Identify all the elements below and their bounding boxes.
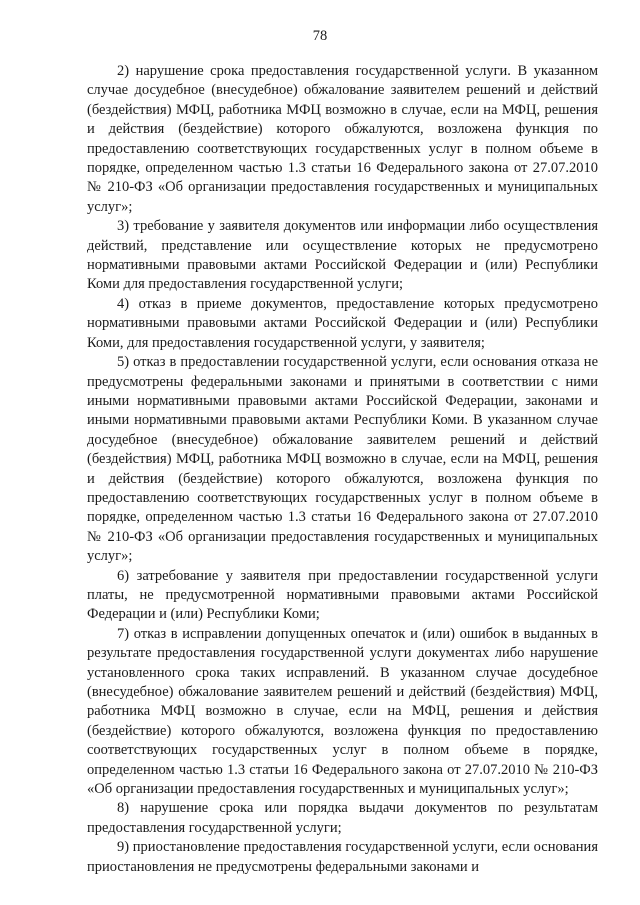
paragraph-item-5: 5) отказ в предоставлении государственной услуги, если основания отказа не предусмотрены федеральными законами и принятыми в соответствии с ними иными нормативными правовыми актами Российской Федерации, законами и иными нормативными правовыми актами Республики Коми. В указанном случае досудебное (внесудебное) обжалование заявителем решений и действий (бездействия) МФЦ, работника МФЦ возможно в случае, если на МФЦ, решения и действия (бездействие) которого обжалуются, возложена функция по предоставлению соответствующих государственных услуг в полном объеме в порядке, определенном частью 1.3 статьи 16 Федерального закона от 27.07.2010 № 210-ФЗ «Об организации предоставления государственных и муниципальных услуг»; xyxy=(87,354,598,565)
paragraph-item-4: 4) отказ в приеме документов, предоставление которых предусмотрено нормативными правовыми актами Российской Федерации и (или) Республики Коми, для предоставления государственной услуги, у заявителя; xyxy=(87,295,598,351)
paragraph-item-3: 3) требование у заявителя документов или информации либо осуществления действий, представление или осуществление которых не предусмотрено нормативными правовыми актами Российской Федерации и (или) Республики Коми для предоставления государственной услуги; xyxy=(87,218,598,293)
page-number: 78 xyxy=(312,28,328,44)
paragraph-item-7: 7) отказ в исправлении допущенных опечаток и (или) ошибок в выданных в результате предоставления государственной услуги документах либо нарушение установленного срока таких исправлений. В указанном случае досудебное (внесудебное) обжалование заявителем решений и действий (бездействия) МФЦ, работника МФЦ возможно в случае, если на МФЦ, решения и действия (бездействие) которого обжалуются, возложена функция по предоставлению соответствующих государственных услуг в полном объеме в порядке, определенном частью 1.3 статьи 16 Федерального закона от 27.07.2010 № 210-ФЗ «Об организации предоставления государственных и муниципальных услуг»; xyxy=(87,625,598,798)
paragraph-item-8: 8) нарушение срока или порядка выдачи документов по результатам предоставления государственной услуги; xyxy=(87,800,598,836)
paragraph-item-2: 2) нарушение срока предоставления государственной услуги. В указанном случае досудебное (внесудебное) обжалование заявителем решений и действий (бездействия) МФЦ, работника МФЦ возможно в случае, если на МФЦ, решения и действия (бездействие) которого обжалуются, возложена функция по предоставлению соответствующих государственных услуг в полном объеме в порядке, определенном частью 1.3 статьи 16 Федерального закона от 27.07.2010 № 210-ФЗ «Об организации предоставления государственных и муниципальных услуг»; xyxy=(87,63,598,215)
document-body xyxy=(87,62,598,877)
paragraph-item-9: 9) приостановление предоставления государственной услуги, если основания приостановления не предусмотрены федеральными законами и xyxy=(87,839,598,875)
paragraph-item-6: 6) затребование у заявителя при предоставлении государственной услуги платы, не предусмотренной нормативными правовыми актами Российской Федерации и (или) Республики Коми; xyxy=(87,567,598,623)
